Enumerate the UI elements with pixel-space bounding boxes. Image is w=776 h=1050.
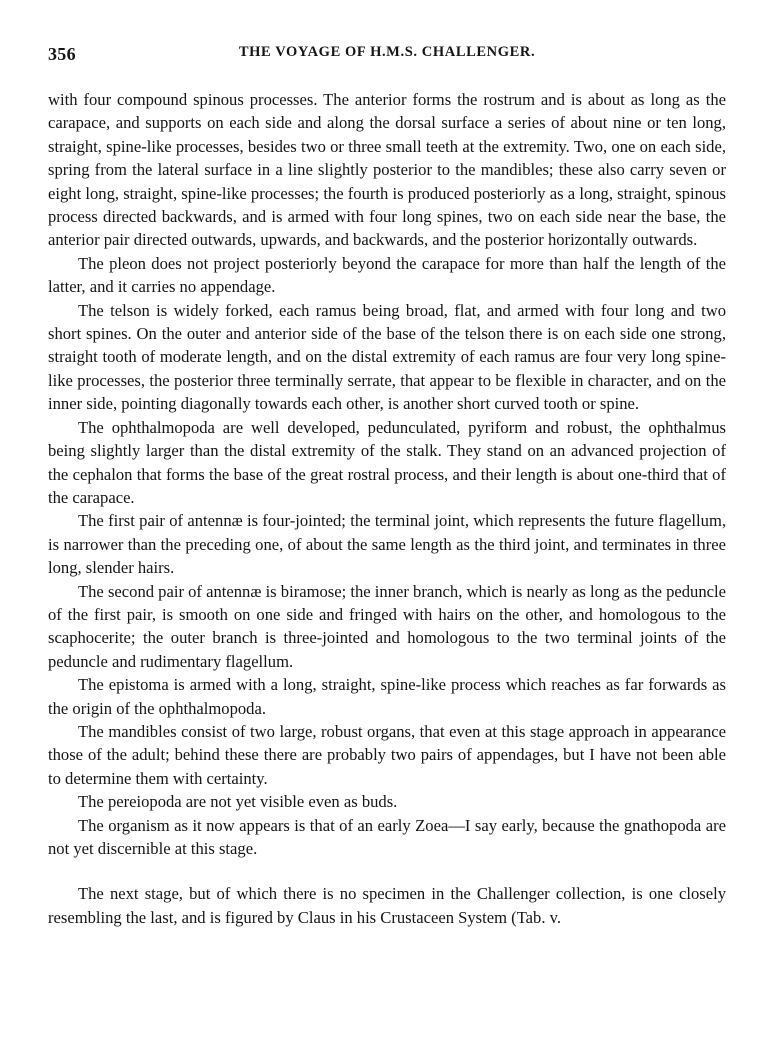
paragraph-rostrum-processes: with four compound spinous processes. The anterior forms the rostrum and is about as long as the carapace, and supports on each side and along the dorsal surface a series of about nine or ten long, straight, spine-like processes, besides two or three small teeth at the extremity. Two, one on each side, spring from the lateral surface in a line slightly posterior to the mandibles; these also carry seven or eight long, straight, spine-like processes; the fourth is produced posteriorly as a long, straight, spinous process directed backwards, and is armed with four long spines, two on each side near the base, the anterior pair directed outwards, upwards, and backwards, and the posterior horizontally outwards. — [48, 90, 726, 250]
paragraph-epistoma: The epistoma is armed with a long, straight, spine-like process which reaches as far forwards as the origin of the ophthalmopoda. — [48, 675, 726, 718]
paragraph-pleon: The pleon does not project posteriorly beyond the carapace for more than half the length of the latter, and it carries no appendage. — [48, 253, 726, 297]
paragraph-next-stage: The next stage, but of which there is no specimen in the Challenger collection, is one closely resembling the last, and is figured by Claus in his Crustaceen System (Tab. v. — [48, 884, 726, 927]
paragraph-first-antennae: The first pair of antennæ is four-jointed; the terminal joint, which represents the future flagellum, is narrower than the preceding one, of about the same length as the third joint, and terminates in three long, slender hairs. — [48, 511, 726, 578]
section-break — [48, 860, 726, 882]
body-text — [48, 88, 726, 929]
paragraph-second-antennae: The second pair of antennæ is biramose; the inner branch, which is nearly as long as the peduncle of the first pair, is smooth on one side and fringed with hairs on the other, and homologous to the scaphocerite; the outer branch is three-jointed and homologous to the two terminal joints of the peduncle and rudimentary flagellum. — [48, 581, 726, 671]
paragraph-telson: The telson is widely forked, each ramus being broad, flat, and armed with four long and two short spines. On the outer and anterior side of the base of the telson there is on each side one strong, straight tooth of moderate length, and on the distal extremity of each ramus are four very long spine-like processes, the posterior three terminally serrate, that appear to be flexible in character, and on the inner side, pointing diagonally towards each other, is another short curved tooth or spine. — [48, 300, 726, 414]
paragraph-ophthalmopoda: The ophthalmopoda are well developed, pedunculated, pyriform and robust, the ophthalmus being slightly larger than the distal extremity of the stalk. They stand on an advanced projection of the cephalon that forms the base of the great rostral process, and their length is about one-third that of the carapace. — [48, 417, 726, 507]
paragraph-mandibles: The mandibles consist of two large, robust organs, that even at this stage approach in appearance those of the adult; behind these there are probably two pairs of appendages, but I have not been able to determine them with certainty. — [48, 721, 726, 788]
paragraph-early-zoea: The organism as it now appears is that of an early Zoea—I say early, because the gnathopoda are not yet discernible at this stage. — [48, 815, 726, 858]
paragraph-pereiopoda: The pereiopoda are not yet visible even as buds. — [78, 792, 398, 812]
page — [48, 42, 726, 929]
running-title: THE VOYAGE OF H.M.S. CHALLENGER. — [238, 44, 536, 60]
running-head — [48, 42, 726, 66]
page-number: 356 — [48, 44, 76, 64]
